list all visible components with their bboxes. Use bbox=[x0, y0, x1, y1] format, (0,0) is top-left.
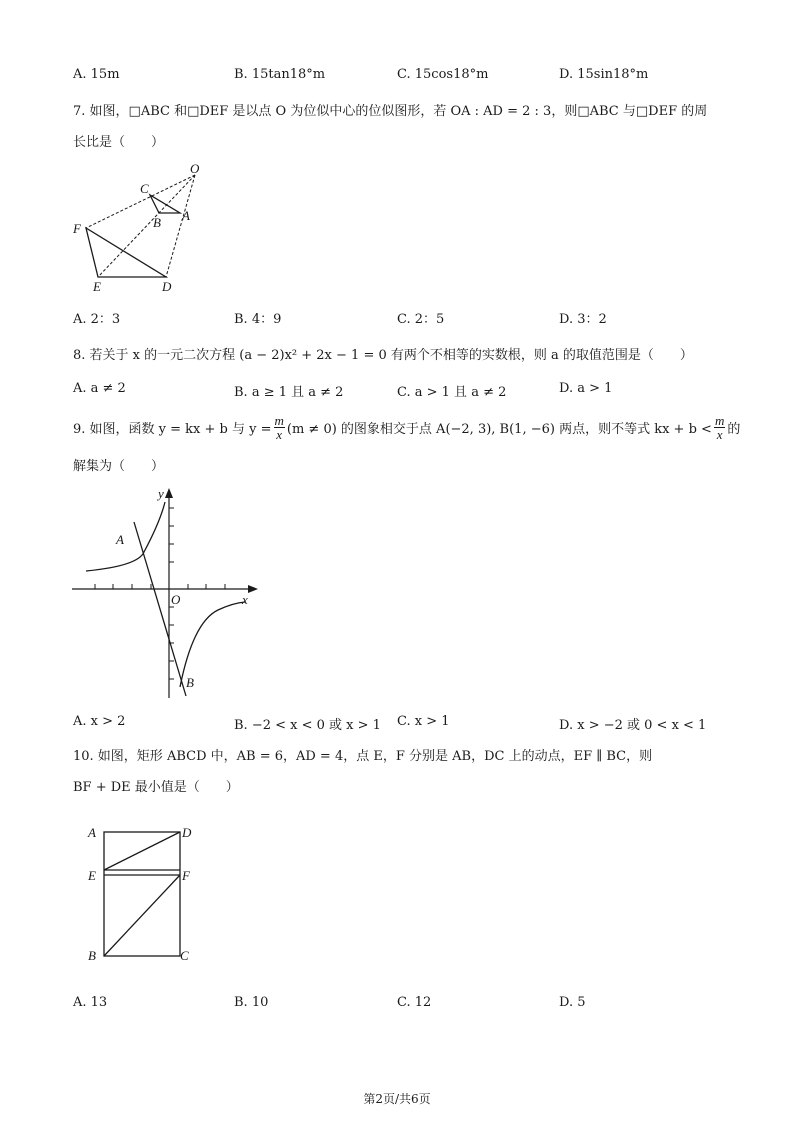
q9-label-a: A bbox=[116, 532, 124, 547]
q10-label-f: F bbox=[182, 868, 190, 883]
q7-label-d: D bbox=[162, 279, 172, 294]
q9-figure bbox=[68, 482, 268, 702]
q9-fraction-1-num: m bbox=[274, 412, 284, 428]
q9-label-o: O bbox=[171, 592, 181, 607]
q9-hyperbola-branch-upper bbox=[86, 502, 165, 571]
q7-option-d: D. 3：2 bbox=[559, 312, 607, 327]
q10-option-b: B. 10 bbox=[234, 995, 269, 1010]
q9-fraction-2-num: m bbox=[714, 412, 725, 428]
q10-segment-bf bbox=[104, 875, 180, 956]
q9-option-b: B. −2 < x < 0 或 x > 1 bbox=[234, 718, 381, 733]
q10-label-d: D bbox=[182, 825, 192, 840]
q9-fraction-1 bbox=[274, 414, 285, 441]
q10-option-d: D. 5 bbox=[559, 995, 586, 1010]
q9-option-a: A. x > 2 bbox=[73, 714, 126, 729]
q9-x-ticks bbox=[95, 584, 225, 589]
q7-stem-line1: 7. 如图，□ABC 和□DEF 是以点 O 为位似中心的位似图形，若 OA : AD = 2 : 3，则□ABC 与□DEF 的周 bbox=[73, 104, 708, 119]
q8-option-b: B. a ≥ 1 且 a ≠ 2 bbox=[234, 385, 344, 400]
q10-label-e: E bbox=[88, 868, 96, 883]
q9-stem-prefix: 9. 如图，函数 y = kx + b 与 y = bbox=[73, 421, 272, 437]
q7-triangle-def bbox=[86, 228, 166, 277]
q7-option-c: C. 2：5 bbox=[397, 312, 445, 327]
q9-y-axis-arrow bbox=[165, 488, 173, 498]
q10-option-c: C. 12 bbox=[397, 995, 432, 1010]
q8-option-a: A. a ≠ 2 bbox=[73, 381, 126, 396]
q9-fraction-2-den: x bbox=[716, 426, 723, 442]
q7-label-f: F bbox=[73, 221, 81, 236]
q7-label-b: B bbox=[153, 215, 161, 230]
q8-option-c: C. a > 1 且 a ≠ 2 bbox=[397, 385, 507, 400]
q9-stem-line1 bbox=[73, 410, 740, 444]
q6-option-b: B. 15tan18°m bbox=[234, 67, 326, 82]
q9-stem-suffix: 的 bbox=[727, 421, 741, 437]
q10-option-a: A. 13 bbox=[73, 995, 108, 1010]
q8-stem: 8. 若关于 x 的一元二次方程 (a − 2)x² + 2x − 1 = 0 有两个不相等的实数根，则 a 的取值范围是（ ） bbox=[73, 348, 693, 363]
q7-triangle-abc bbox=[150, 195, 180, 213]
q6-option-a: A. 15m bbox=[73, 67, 120, 82]
q9-line bbox=[134, 522, 186, 696]
q9-fraction-1-den: x bbox=[276, 426, 283, 442]
q10-stem-line2: BF + DE 最小值是（ ） bbox=[73, 780, 239, 795]
page-footer: 第2页/共6页 bbox=[363, 1092, 431, 1106]
q10-segment-de bbox=[104, 832, 180, 870]
q7-figure bbox=[60, 155, 220, 295]
q10-label-a: A bbox=[88, 825, 96, 840]
q6-option-c: C. 15cos18°m bbox=[397, 67, 489, 82]
q7-label-o: O bbox=[190, 161, 200, 176]
q9-label-b: B bbox=[186, 675, 194, 690]
q9-label-x: x bbox=[242, 592, 248, 607]
q9-stem-middle: (m ≠ 0) 的图象相交于点 A(−2, 3), B(1, −6) 两点，则不等式 kx + b < bbox=[286, 421, 712, 437]
q6-option-d: D. 15sin18°m bbox=[559, 67, 649, 82]
q9-x-axis-arrow bbox=[248, 585, 258, 593]
q7-stem-line2: 长比是（ ） bbox=[73, 135, 165, 150]
q9-label-y: y bbox=[158, 486, 164, 501]
q8-option-d: D. a > 1 bbox=[559, 381, 613, 396]
q7-option-b: B. 4：9 bbox=[234, 312, 282, 327]
q10-figure bbox=[80, 818, 210, 968]
q7-option-a: A. 2：3 bbox=[73, 312, 121, 327]
q10-label-b: B bbox=[88, 948, 96, 963]
q7-label-e: E bbox=[93, 279, 101, 294]
q9-stem-line2: 解集为（ ） bbox=[73, 459, 165, 474]
q9-option-d: D. x > −2 或 0 < x < 1 bbox=[559, 718, 707, 733]
q7-label-a: A bbox=[182, 208, 190, 223]
q9-option-c: C. x > 1 bbox=[397, 714, 450, 729]
q9-fraction-2 bbox=[714, 414, 725, 441]
q10-stem-line1: 10. 如图，矩形 ABCD 中，AB = 6，AD = 4，点 E，F 分别是 AB，DC 上的动点，EF ∥ BC，则 bbox=[73, 749, 653, 764]
q7-label-c: C bbox=[140, 181, 149, 196]
q10-label-c: C bbox=[180, 948, 189, 963]
